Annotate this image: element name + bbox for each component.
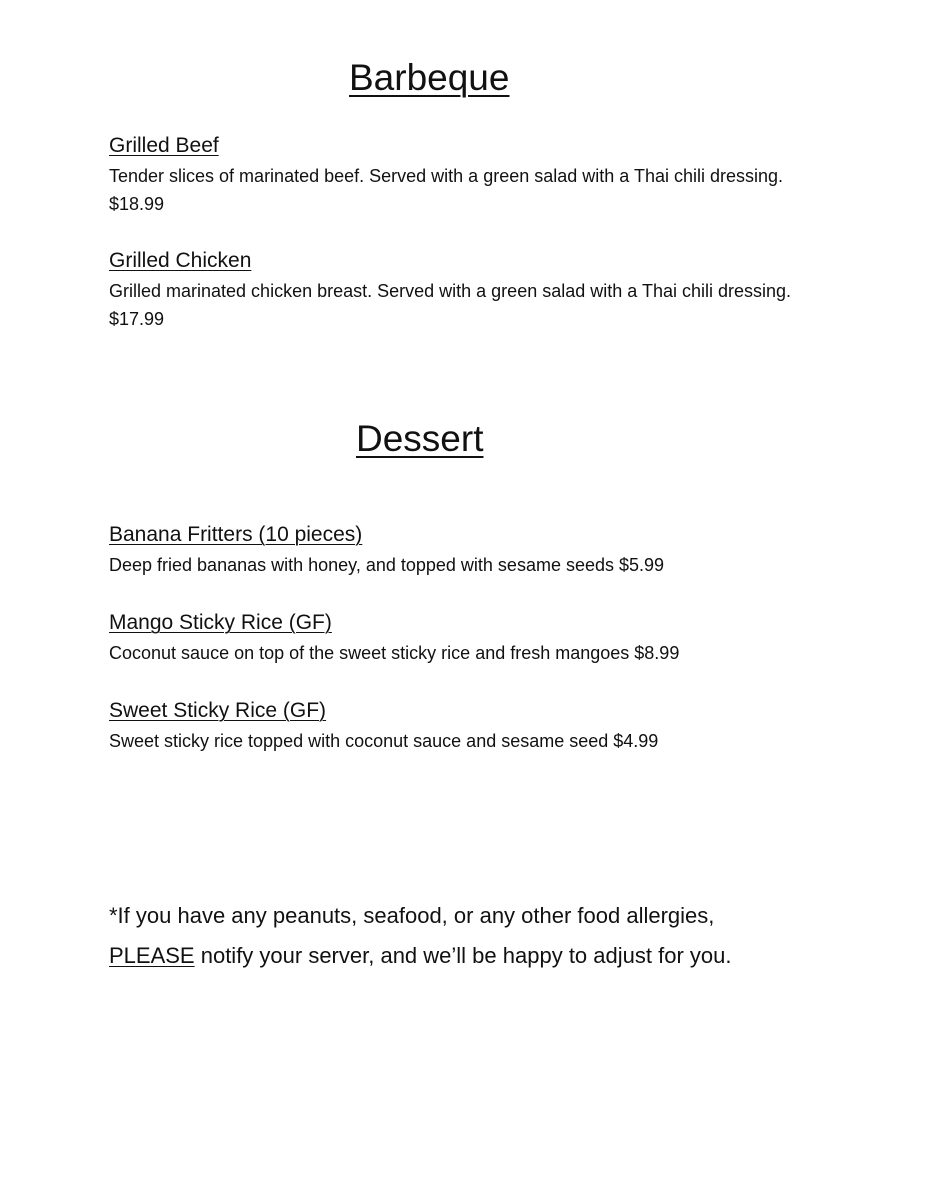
allergy-notice-emphasis: PLEASE <box>109 943 195 968</box>
section-title-dessert: Dessert <box>356 418 484 459</box>
item-name: Grilled Beef <box>109 134 219 157</box>
allergy-notice-line-1: *If you have any peanuts, seafood, or any other food allergies, <box>109 903 715 928</box>
menu-item-grilled-beef <box>109 133 809 218</box>
item-name: Sweet Sticky Rice (GF) <box>109 699 327 722</box>
allergy-notice-line-2 <box>109 936 849 976</box>
item-description: Coconut sauce on top of the sweet sticky rice and fresh mangoes $8.99 <box>109 643 680 663</box>
allergy-notice <box>109 896 849 976</box>
menu-item-banana-fritters <box>109 522 809 579</box>
menu-item-mango-sticky-rice <box>109 610 809 667</box>
item-name: Banana Fritters (10 pieces) <box>109 523 363 546</box>
menu-item-sweet-sticky-rice <box>109 698 809 755</box>
menu-item-grilled-chicken <box>109 248 809 333</box>
item-description: Tender slices of marinated beef. Served with a green salad with a Thai chili dressing. $18.99 <box>109 166 784 214</box>
item-name: Grilled Chicken <box>109 249 252 272</box>
allergy-notice-line-2-text: notify your server, and we’ll be happy to adjust for you. <box>194 943 732 968</box>
item-description: Grilled marinated chicken breast. Served with a green salad with a Thai chili dressing. $17.99 <box>109 281 792 329</box>
item-description: Deep fried bananas with honey, and topped with sesame seeds $5.99 <box>109 555 665 575</box>
section-title-barbeque: Barbeque <box>349 57 510 98</box>
item-name: Mango Sticky Rice (GF) <box>109 611 332 634</box>
item-description: Sweet sticky rice topped with coconut sauce and sesame seed $4.99 <box>109 731 659 751</box>
